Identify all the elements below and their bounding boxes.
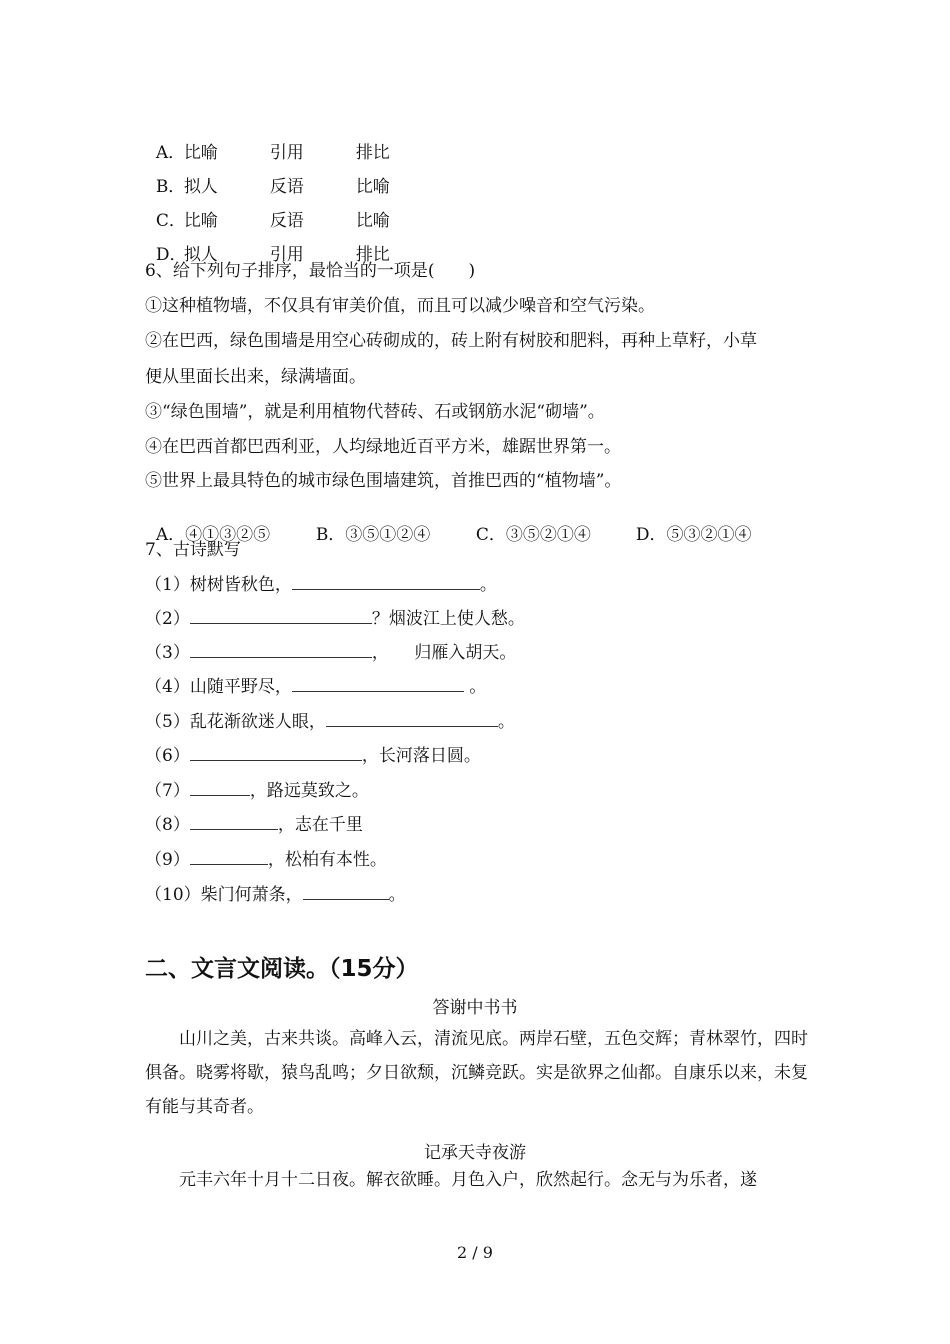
q7-item-4: （4）山随平野尽， 。 — [145, 677, 487, 697]
section-heading: 二、文言文阅读。（15分） — [145, 956, 419, 982]
answer-blank[interactable] — [303, 885, 389, 900]
q7-item-9: （9） ，松柏有本性。 — [145, 850, 387, 870]
q6-answer-d: D．⑤③②①④ — [635, 525, 752, 545]
answer-blank[interactable] — [292, 677, 464, 692]
q7-item-3: （3） ， 归雁入胡天。 — [145, 643, 517, 663]
q6-answer-b: B．③⑤①②④ — [315, 525, 431, 545]
q6-answers — [145, 505, 751, 545]
passage-text-1: 山川之美，古来共谈。高峰入云，清流见底。两岸石壁，五色交辉；青林翠竹，四时俱备。晓雾将歇，猿鸟乱鸣；夕日欲颓，沉鳞竞跃。实是欲界之仙都。自康乐以来，未复有能与其奇者。 — [145, 1029, 808, 1117]
answer-blank[interactable] — [190, 609, 372, 624]
answer-blank[interactable] — [190, 815, 278, 830]
q6-sentence-2a: ②在巴西，绿色围墙是用空心砖砌成的，砖上附有树胶和肥料，再种上草籽，小草 — [145, 331, 757, 351]
q7-item-7: （7） ，路远莫致之。 — [145, 781, 369, 801]
q5-option-a: A．比喻 引用 排比 — [155, 143, 390, 163]
q5-option-b: B．拟人 反语 比喻 — [155, 177, 390, 197]
answer-blank[interactable] — [190, 643, 372, 658]
q5-option-d: D．拟人 引用 排比 — [155, 245, 390, 265]
answer-blank[interactable] — [190, 850, 268, 865]
q6-sentence-3: ③“绿色围墙”，就是利用植物代替砖、石或钢筋水泥“砌墙”。 — [145, 402, 605, 422]
q5-option-c: C．比喻 反语 比喻 — [155, 211, 390, 231]
q6-sentence-4: ④在巴西首都巴西利亚，人均绿地近百平方米，雄踞世界第一。 — [145, 437, 621, 457]
passage-title-2: 记承天寺夜游 — [424, 1143, 526, 1163]
q7-item-2: （2） ？烟波江上使人愁。 — [145, 609, 525, 629]
passage-title-1: 答谢中书书 — [432, 998, 518, 1018]
q7-item-8: （8） ，志在千里 — [145, 815, 363, 835]
answer-blank[interactable] — [326, 712, 498, 727]
q7-stem: 7、古诗默写 — [145, 540, 241, 560]
q6-sentence-1: ①这种植物墙，不仅具有审美价值，而且可以减少噪音和空气污染。 — [145, 296, 655, 316]
answer-blank[interactable] — [292, 575, 480, 590]
page-number: 2 / 9 — [457, 1243, 493, 1262]
q6-sentence-5: ⑤世界上最具特色的城市绿色围墙建筑，首推巴西的“植物墙”。 — [145, 471, 622, 491]
q6-sentence-2b: 便从里面长出来，绿满墙面。 — [145, 367, 366, 387]
q7-item-5: （5）乱花渐欲迷人眼， 。 — [145, 712, 515, 732]
q7-item-6: （6） ，长河落日圆。 — [145, 746, 481, 766]
q6-answer-a: A．④①③②⑤ — [155, 525, 271, 545]
passage-text-2: 元丰六年十月十二日夜。解衣欲睡。月色入户，欣然起行。念无与为乐者，遂 — [179, 1170, 757, 1190]
q6-stem: 6、给下列句子排序，最恰当的一项是( ) — [145, 261, 476, 281]
q7-item-10: （10）柴门何萧条， 。 — [145, 885, 406, 905]
answer-blank[interactable] — [190, 781, 250, 796]
q6-answer-c: C．③⑤②①④ — [475, 525, 591, 545]
answer-blank[interactable] — [190, 746, 362, 761]
q7-item-1: （1）树树皆秋色， 。 — [145, 575, 497, 595]
